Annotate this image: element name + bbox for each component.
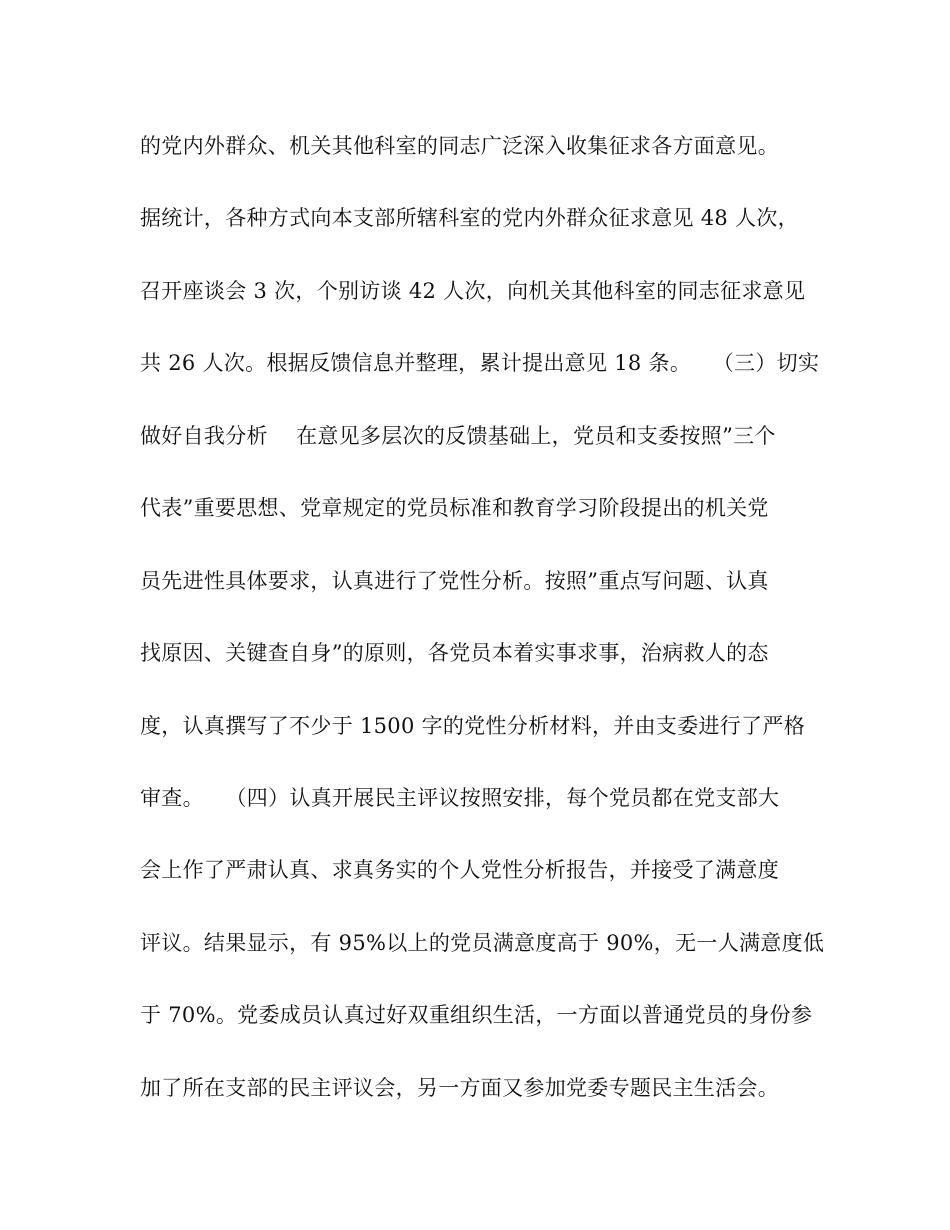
text-line: 的党内外群众、机关其他科室的同志广泛深入收集征求各方面意见。 [140,134,779,158]
text-line: 找原因、关键查自身”的原则，各党员本着实事求事，治病救人的态 [140,641,769,665]
text-line: 度，认真撰写了不少于 1500 字的党性分析材料，并由支委进行了严格 [140,714,805,738]
text-line: 审查。 （四）认真开展民主评议按照安排，每个党员都在党支部大 [140,786,780,810]
text-line: 评议。结果显示，有 95%以上的党员满意度高于 90%，无一人满意度低 [140,931,825,955]
text-line: 会上作了严肃认真、求真务实的个人党性分析报告，并接受了满意度 [140,858,779,882]
text-line: 员先进性具体要求，认真进行了党性分析。按照”重点写问题、认真 [140,569,769,593]
text-line: 代表”重要思想、党章规定的党员标准和教育学习阶段提出的机关党 [140,496,769,520]
text-line: 于 70%。党委成员认真过好双重组织生活，一方面以普通党员的身份参 [140,1003,813,1027]
text-line: 共 26 人次。根据反馈信息并整理，累计提出意见 18 条。 （三）切实 [140,351,820,375]
text-line: 做好自我分析 在意见多层次的反馈基础上，党员和支委按照”三个 [140,424,776,448]
text-line: 据统计，各种方式向本支部所辖科室的党内外群众征求意见 48 人次， [140,206,799,230]
text-line: 召开座谈会 3 次，个别访谈 42 人次，向机关其他科室的同志征求意见 [140,279,806,303]
text-line: 加了所在支部的民主评议会，另一方面又参加党委专题民主生活会。 [140,1076,779,1100]
